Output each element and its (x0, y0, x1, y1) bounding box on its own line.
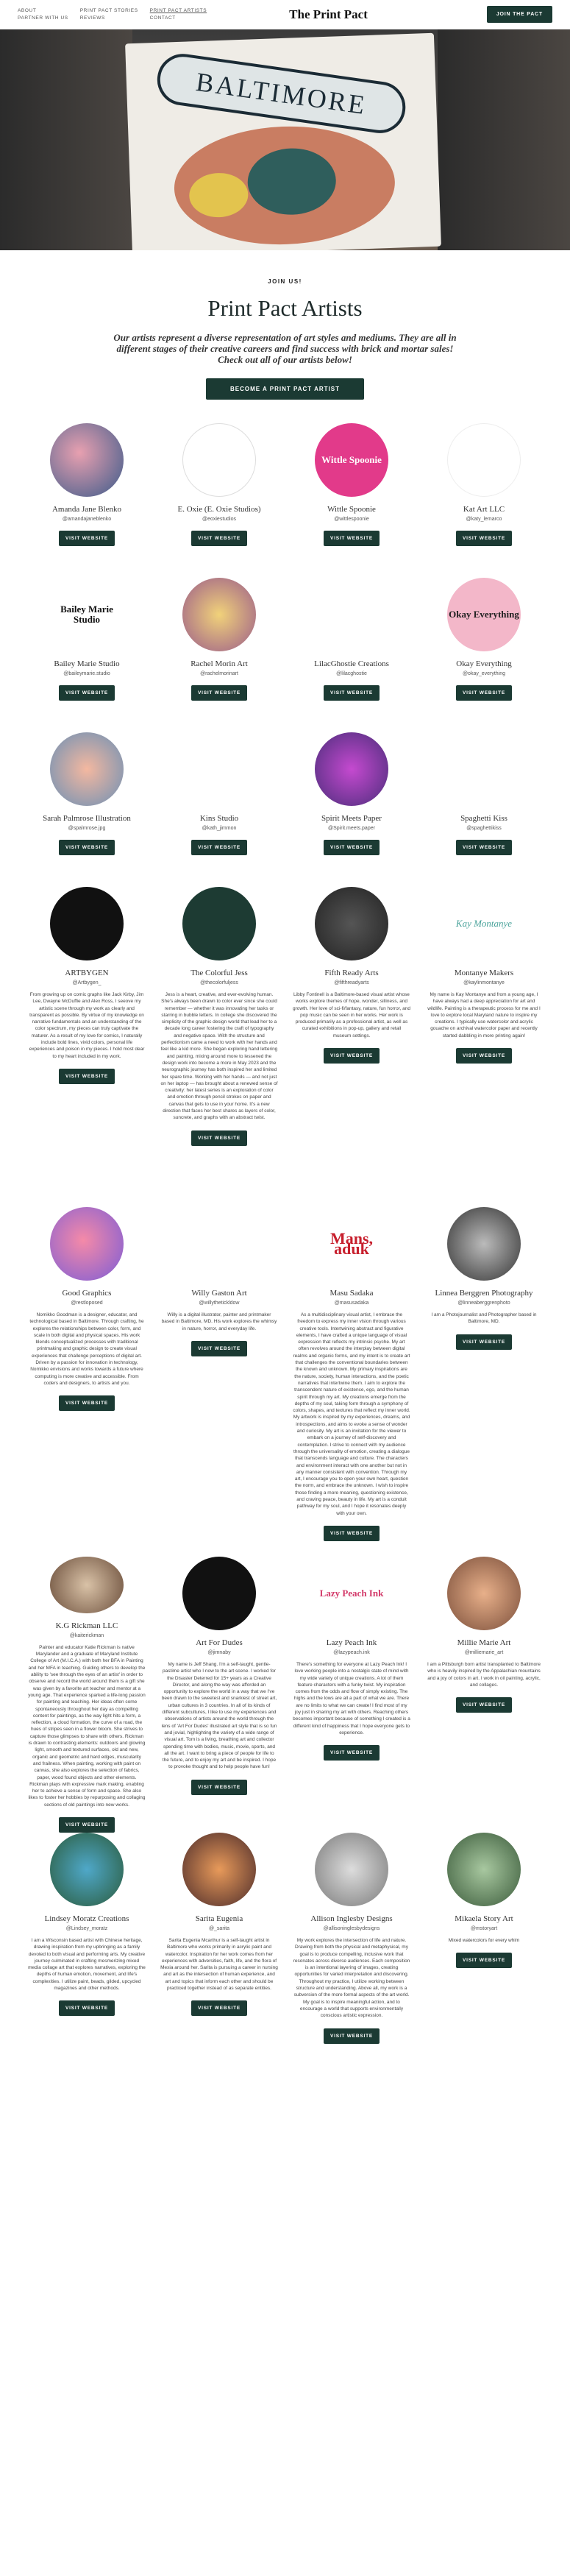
artist-card (21, 732, 153, 887)
artist-card (21, 887, 153, 1207)
artist-handle: @jimnaby (207, 1650, 231, 1655)
artist-card (285, 887, 418, 1207)
artist-handle: @kath_jimmon (202, 826, 237, 831)
artist-bio: As a multidisciplinary visual artist, I embrace the freedom to express my inner vision through various creative tools. Intertwining abstract and figurative elements, I have crafted a unique language of visual expression that reflects my intrinsic psyche. My art often revolves around the interplay between digital realms and organic forms, and my intent is to create art that challenges the conventional boundaries between the known and unknown. My primary inspirations are the nature, society, human interactions, and the poetic narratives that intertwine them. I aim to explore the transcendent nature of existence, ego, and the human spirit through my art. My creations emerge from the depths of my soul, taking form through a symphony of colors, shapes, and textures that reflect my inner world. My artwork is inspired by my experiences, dreams, and introspections, and aims to evoke a sense of wonder and curiosity. My art is an invitation for the viewer to embark on a journey of self-discovery and contemplation. I strive to connect with my audience through the universality of emotion, creating a dialogue that transcends language and culture. The characters and environment interact with one another but not in any manner consistent with convention. Through my art, I encourage you to open your own heart, question the norm, and embrace the unknown. I wish to inspire those finding a more meaning, questioning existence, and craving peace, beauty in life. My art is a conduit pathway for my soul, and I hope it resonates deeply with your own. (293, 1312, 410, 1516)
visit-website-button[interactable]: VISIT WEBSITE (456, 685, 512, 701)
artist-name: Fifth Ready Arts (324, 969, 379, 977)
visit-website-button[interactable]: VISIT WEBSITE (456, 1697, 512, 1713)
artist-avatar (50, 1207, 124, 1281)
artist-avatar (50, 1833, 124, 1906)
visit-website-button[interactable]: VISIT WEBSITE (324, 840, 380, 855)
artist-card (153, 423, 285, 578)
artist-card (21, 578, 153, 732)
artist-avatar (315, 887, 388, 960)
visit-website-button[interactable]: VISIT WEBSITE (191, 685, 247, 701)
visit-website-button[interactable]: VISIT WEBSITE (59, 1069, 115, 1084)
artist-card (285, 1557, 418, 1833)
artist-handle: @wittlespoonie (334, 517, 369, 522)
artist-handle: @amandajaneblenko (62, 517, 112, 522)
artist-card (153, 732, 285, 887)
visit-website-button[interactable]: VISIT WEBSITE (456, 1334, 512, 1350)
site-logo[interactable]: The Print Pact (289, 7, 368, 21)
artist-name: E. Oxie (E. Oxie Studios) (177, 505, 261, 514)
artist-card (21, 1833, 153, 2090)
artist-card (285, 1207, 418, 1557)
visit-website-button[interactable]: VISIT WEBSITE (59, 531, 115, 546)
hero-background-right (438, 29, 570, 250)
artist-bio: Painter and educator Katie Rickman is native Marylander and a graduate of Maryland Institute College of Art (M.I.C.A.) with both her BFA in Painting and her MFA in teaching. Guiding others to develop the ability to 'see through the eyes of an artist' in order to observe and record the world around them is a gift she was given by a favorite art teacher and mentor at a young age. That experience sparked a life-long passion for painting and teaching. Her ideas often come spontaneously throughout her day as compelling content for paintings, as the way light hits a form, a reflection, a cloud formation, the curve of a road, the hues of stripes seen in a flower bloom. She strives to capture those glimpses to share with others. Rickman is drawn to contrasting elements: outdoors and glowing light, smooth and textured surfaces, old and new, organic and geometric and hard edges, muscularity and frailness. When painting, working with paint on canvas, she also explores the selection of fabrics, paper, wood found objects and other elements. Rickman plays with expressive mark making, enabling her to achieve a sense of form and space. She also likes to foster her hobbies by repurposing and collaging sections of old paintings into new works. (28, 1644, 146, 1808)
visit-website-button[interactable]: VISIT WEBSITE (456, 1953, 512, 1968)
artist-handle: @kaylinmontanye (463, 980, 505, 986)
artist-handle: @katy_lemarco (466, 517, 502, 522)
nav-stories[interactable]: PRINT PACT STORIES (79, 8, 138, 13)
artist-handle: @milliemarie_art (464, 1650, 504, 1655)
artist-avatar-text: Wittle Spoonie (321, 454, 382, 465)
artist-handle: @okay_everything (462, 671, 506, 676)
hero-image (0, 29, 570, 250)
artist-card (418, 732, 550, 887)
artist-name: The Colorful Jess (190, 969, 248, 977)
artist-grid (21, 423, 550, 2090)
artist-card (153, 1557, 285, 1833)
artist-handle: @spalmrose.jpg (68, 826, 106, 831)
become-artist-button[interactable]: BECOME A PRINT PACT ARTIST (206, 378, 364, 400)
artist-name: Bailey Marie Studio (54, 659, 120, 668)
artist-bio: My work explores the intersection of life and nature. Drawing from both the physical and metaphysical, my goal is to produce compelling, inclusive work that resonates across diverse audiences. Each composition is an intentional layering of images, creating opportunities for varied interpretation and discovering. Throughout my practice, I utilize working between structure and understanding. Above all, my work is a subversion of the more formal aspects of the art world. My goal is to inspire meaningful action, and to encourage a world that supports environmentally conscious artistic expression. (293, 1938, 410, 2019)
main-nav (18, 8, 207, 21)
artist-name: Okay Everything (456, 659, 512, 668)
artist-avatar (315, 423, 388, 497)
artist-avatar (182, 423, 256, 497)
join-pact-button[interactable]: JOIN THE PACT (487, 6, 552, 23)
visit-website-button[interactable]: VISIT WEBSITE (191, 840, 247, 855)
artist-name: Lazy Peach Ink (326, 1638, 377, 1647)
artist-bio: Sarita Eugenia Mcarthur is a self-taught artist in Baltimore who works primarily in acrylic paint and watercolor. Inspiration for her work comes from her experiences with adversities, faith, life, and the flora of Mexia around her. Sarita is pursuing a career in nursing and art as the intersection of human experience, and art and topics that inform each other and should be practiced together instead of as separate entities. (160, 1938, 278, 1992)
visit-website-button[interactable]: VISIT WEBSITE (59, 2000, 115, 2016)
artist-name: Art For Dudes (196, 1638, 243, 1647)
artist-bio: Mixed watercolors for every whim (448, 1938, 520, 1943)
artist-card (21, 1557, 153, 1833)
artist-name: Spirit Meets Paper (321, 814, 382, 823)
artist-avatar (50, 423, 124, 497)
artist-bio: My name is Jeff Shang. I'm a self-taught, gentle-pastime artist who I now to the art scene. I worked for the Disaster Deterred for 15+ years as a Creative Director, and along the way was afforded an opportunity to explore the world in a way that we I've been drawn to the sweetest and snarkiest of street art, urban cultures in 3 countries. In all of its kinds of different subcultures, I like to use my experiences and observations of artists around the world through the lens of 'Art For Dudes' illustrated art style that is so fun and jovial, highlighting the variety of a wide range of visual art. Tom is a living, breathing art and collector spending time with bodies, music, movie, sports, and all the art. I want to bring a piece of people for life to the future, and to enjoy my art and be inspired. I hope to provoke thought and to help people have fun! (161, 1662, 277, 1770)
visit-website-button[interactable]: VISIT WEBSITE (324, 1526, 380, 1541)
visit-website-button[interactable]: VISIT WEBSITE (191, 2000, 247, 2016)
artist-handle: @thecolorfuljess (200, 980, 238, 986)
artist-name: Sarah Palmrose Illustration (43, 814, 131, 823)
artist-handle: @kaiterickman (69, 1632, 104, 1638)
artist-bio: Jess is a heart, creative, and ever-evolving human. She's always been drawn to color ever since she could remember — whether it was innovating her tasks or starring in bubble letters. In college she discovered the simplicity of the graphic design world that lead her to a decade long career fostering the craft of typography and negative space. With the structure and perfectionism came a need to work with her hands and feel like a kid more. She began exploring hand lettering and painting, mixing around more to lessened the design work into become a more in May 2023 and the neurographic journey has both inspired her and limited her spare time. Working with her hands — and not just on her laptop — has brought about a renewed sense of creativity: her latest series is an exploration of color and emotion through pencil strokes on paper and canvas that gets to use in your home. It's a new direction that faces her best shares as layers of color, suncrete, and graphs with an abstract twist. (160, 992, 278, 1121)
artist-bio: Willy is a digital illustrator, painter and printmaker based in Baltimore, MD. His work explores the whimsy in nature, horror, and everyday life. (161, 1312, 277, 1331)
artist-bio: From growing up on comic graphs like Jack Kirby, Jim Lee, Dwayne McDuffie and Alex Ross, I seeove my artistic scene through my work as clearly and transparent as possible. By virtue of my knowledge on narrative fundamentals and an understanding of the color spectrum, my pieces can truly captivate the maturer. As a result of my love for comics, I naturally include bold lines, vivid colors, personal life experiences and poison in my pieces. I hold most dear to my heart included in my work. (29, 992, 145, 1059)
artist-avatar (50, 887, 124, 960)
artist-handle: @Artbygen_ (72, 980, 101, 986)
intro-section (0, 250, 570, 400)
nav-contact[interactable]: CONTACT (149, 15, 176, 21)
artist-avatar (447, 423, 521, 497)
nav-artists[interactable]: PRINT PACT ARTISTS (149, 8, 207, 13)
artist-avatar (315, 578, 388, 651)
artist-handle: @willythetickldow (199, 1301, 240, 1306)
artist-handle: @lilacghostie (336, 671, 367, 676)
artist-handle: @masusadaka (334, 1301, 369, 1306)
artist-card (418, 887, 550, 1207)
artist-bio: I am a Photojournalist and Photographer based in Baltimore, MD. (431, 1312, 537, 1325)
artist-name: Millie Marie Art (457, 1638, 511, 1647)
artist-avatar-text: Mans, aduk (329, 1229, 374, 1258)
artist-card (285, 578, 418, 732)
artist-avatar (182, 1207, 256, 1281)
hero-background-left (0, 29, 132, 250)
artist-name: Willy Gaston Art (191, 1289, 247, 1298)
artist-card (21, 1207, 153, 1557)
artist-name: Kat Art LLC (463, 505, 505, 514)
artist-card (153, 1833, 285, 2090)
page-title: Print Pact Artists (207, 295, 363, 321)
visit-website-button[interactable]: VISIT WEBSITE (324, 2028, 380, 2044)
nav-about[interactable]: ABOUT (18, 8, 37, 13)
artist-bio: There's something for everyone at Lazy Peach Ink! I love working people into a nostalgic state of mind with my wide variety of unique creations. A lot of them feature characters with a funky twist. My inspiration comes from the odds and flow of simply existing. The highs and the lows are all a part of what we are. There are no limits to what we can create! I find most of my joy just in sharing my art with others. Reaching others becomes important because of something I created is a different kind of happiness that I hope everyone gets to experience. (293, 1662, 410, 1735)
artist-avatar (182, 1833, 256, 1906)
artist-name: Wittle Spoonie (327, 505, 376, 514)
artist-name: Montanye Makers (454, 969, 514, 977)
artist-handle: @mstoryart (470, 1926, 498, 1931)
artist-avatar (447, 732, 521, 806)
artist-avatar-text: Bailey Marie Studio (60, 604, 113, 625)
visit-website-button[interactable]: VISIT WEBSITE (456, 1048, 512, 1064)
artist-card (285, 732, 418, 887)
artist-avatar (315, 1833, 388, 1906)
artist-card (418, 1557, 550, 1833)
artist-avatar (447, 1833, 521, 1906)
artist-avatar (50, 732, 124, 806)
artist-handle: @restloposed (71, 1301, 103, 1306)
artist-card (418, 1207, 550, 1557)
visit-website-button[interactable]: VISIT WEBSITE (191, 1780, 247, 1795)
visit-website-button[interactable]: VISIT WEBSITE (59, 1817, 115, 1833)
artist-bio: My name is Kay Montanye and from a young age, I have always had a deep appreciation for art and wildlife. Painting is a therapeutic process for me and I love to explore local Maryland nature to inspire my creations. I typically use watercolor and acrylic gouache on archival watercolor paper and recently started dabbling in more printing again! (427, 992, 541, 1038)
artist-avatar-text: Okay Everything (449, 609, 519, 620)
artist-handle: @allisoninglesbydesigns (323, 1926, 380, 1931)
visit-website-button[interactable]: VISIT WEBSITE (324, 1048, 380, 1064)
artist-avatar-text: Lazy Peach Ink (319, 1588, 384, 1599)
artist-card (285, 423, 418, 578)
artist-bio: I am a Wisconsin based artist with Chinese heritage, drawing inspiration from my upbringing as a family devoted to both visual and performing arts. My creative journey culminated in crafting mesmerizing mixed media collage art that explores narratives, exploring the depths of human emotion, movement, and life's complexities. I utilize paint, beads, gilded, upcycled magazines and other methods. (28, 1938, 146, 1992)
artist-avatar (447, 1557, 521, 1630)
artist-name: Kins Studio (199, 814, 239, 823)
artist-handle: @Lindsey_moratz (65, 1926, 108, 1931)
artist-avatar (182, 578, 256, 651)
visit-website-button[interactable]: VISIT WEBSITE (324, 531, 380, 546)
artist-name: Lindsey Moratz Creations (44, 1914, 129, 1923)
nav-partner[interactable]: PARTNER WITH US (18, 15, 68, 21)
visit-website-button[interactable]: VISIT WEBSITE (191, 1341, 247, 1356)
artist-name: Sarita Eugenia (195, 1914, 243, 1923)
artist-handle: @linneaberggrenphoto (457, 1301, 510, 1306)
hero-artwork (125, 33, 441, 250)
artist-name: Mikaela Story Art (455, 1914, 513, 1923)
artist-avatar (447, 1207, 521, 1281)
artist-handle: @eoxiestudios (202, 517, 237, 522)
artist-handle: @spaghettikiss (466, 826, 502, 831)
artist-handle: @baileymarie.studio (63, 671, 110, 676)
visit-website-button[interactable]: VISIT WEBSITE (191, 1130, 247, 1146)
artist-name: Good Graphics (62, 1289, 112, 1298)
visit-website-button[interactable]: VISIT WEBSITE (456, 531, 512, 546)
artist-name: LilacGhostie Creations (314, 659, 389, 668)
artist-card (21, 423, 153, 578)
artist-name: ARTBYGEN (65, 969, 109, 977)
artist-name: Allison Inglesby Designs (310, 1914, 393, 1923)
visit-website-button[interactable]: VISIT WEBSITE (191, 531, 247, 546)
artist-handle: @fifthreadyarts (334, 980, 369, 986)
artist-card (153, 887, 285, 1207)
artist-handle: @rachelmorinart (200, 671, 238, 676)
visit-website-button[interactable]: VISIT WEBSITE (456, 840, 512, 855)
artist-avatar (315, 732, 388, 806)
artist-name: K.G Rickman LLC (55, 1621, 118, 1630)
visit-website-button[interactable]: VISIT WEBSITE (59, 1395, 115, 1411)
artist-name: Linnea Berggren Photography (435, 1289, 533, 1298)
artist-avatar (447, 887, 521, 960)
artist-name: Amanda Jane Blenko (51, 505, 122, 514)
artist-avatar (315, 1207, 388, 1281)
visit-website-button[interactable]: VISIT WEBSITE (59, 685, 115, 701)
artist-avatar (447, 578, 521, 651)
artist-avatar (50, 1557, 124, 1613)
artist-card (418, 1833, 550, 2090)
site-header (0, 0, 570, 29)
intro-kicker: JOIN US! (268, 278, 302, 285)
artist-handle: @_sarita (208, 1926, 230, 1931)
artist-name: Rachel Morin Art (190, 659, 248, 668)
artist-avatar (182, 1557, 256, 1630)
artist-handle: @lazypeach.ink (333, 1650, 370, 1655)
artist-avatar (182, 887, 256, 960)
artist-avatar (315, 1557, 388, 1630)
artist-card (153, 578, 285, 732)
artist-bio: I am a Pittsburgh born artist transplanted to Baltimore who is heavily inspired by the Appalachian mountains and a joy of colors in art. I work in oil painting, acrylic, and collages. (427, 1662, 541, 1688)
hero-art-banner: BALTIMORE (154, 51, 408, 137)
artist-bio: Nomikko Goodman is a designer, educator, and technological based in Baltimore. Through crafting, he explores the relationships between color, form, and scale in both digital and physical spaces. His work blends conceptualized processes with traditional printmaking and graphic design to create visual experiences that challenge perceptions of digital art. Driven by a passion for innovation in technology, Nomikko envisions and works towards a future where computing is more creative and accessible. From coders and designers, to artists and you. (29, 1312, 144, 1386)
visit-website-button[interactable]: VISIT WEBSITE (324, 1745, 380, 1761)
visit-website-button[interactable]: VISIT WEBSITE (59, 840, 115, 855)
artist-avatar-text: Kay Montanye (455, 918, 513, 929)
artist-card (153, 1207, 285, 1557)
artist-card (418, 423, 550, 578)
intro-lead: Our artists represent a diverse representation of art styles and mediums. They are all in different stages of their creative careers and find success with brick and mortar sales! Check out all of our artists below! (113, 332, 457, 365)
artist-card (285, 1833, 418, 2090)
artist-avatar (50, 578, 124, 651)
artist-avatar (182, 732, 256, 806)
artist-name: Spaghetti Kiss (460, 814, 507, 823)
artist-handle: @Spirit.meets.paper (328, 826, 375, 831)
artist-name: Masu Sadaka (329, 1289, 374, 1298)
nav-reviews[interactable]: REVIEWS (79, 15, 105, 21)
visit-website-button[interactable]: VISIT WEBSITE (324, 685, 380, 701)
artist-bio: Libby Fontinell is a Baltimore-based visual artist whose works explore themes of hope, wonder, silliness, and growth. Her love of sci-fi/fantasy, nature, fun horror, and pop music can be seen in her works. Her work is produced primarily as a professional artist, as well as curated exhibitions in pop-up, gallery and retail museum settings. (293, 992, 410, 1038)
artist-card (418, 578, 550, 732)
